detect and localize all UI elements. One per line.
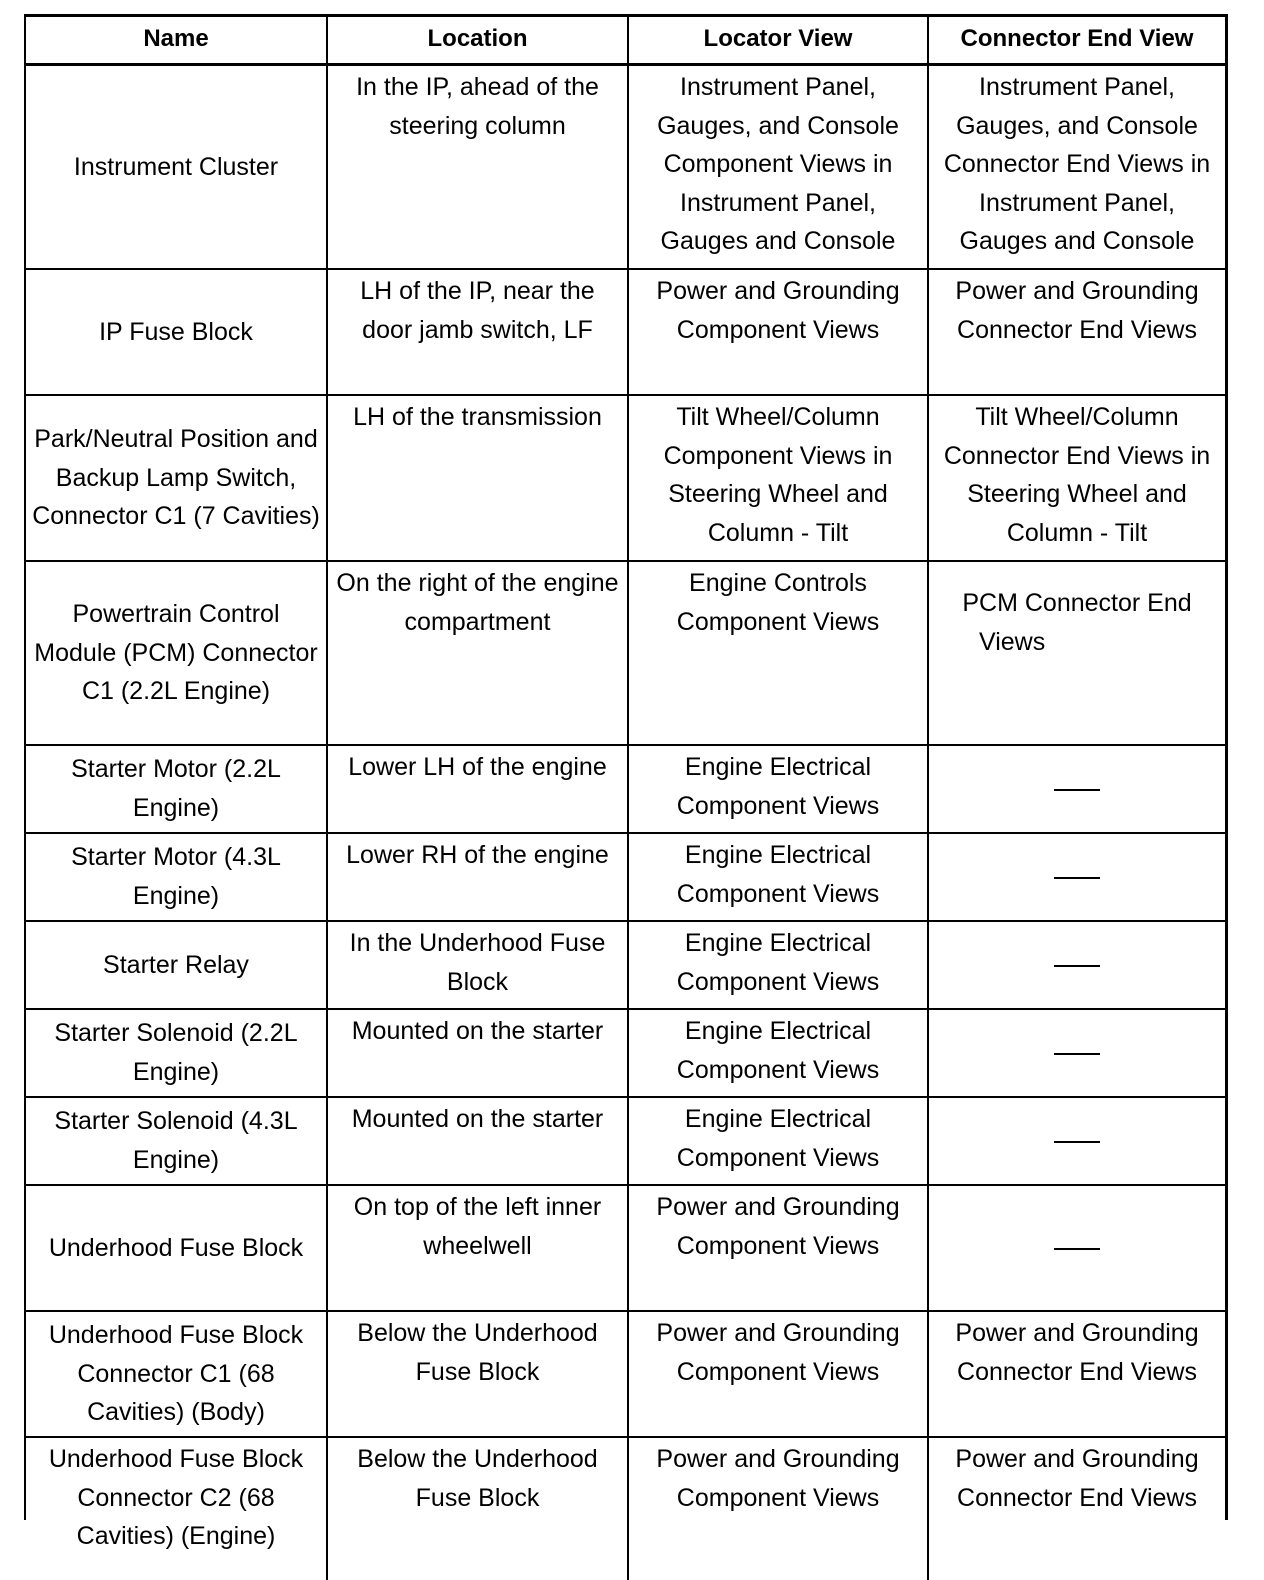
cell-locator-view: Engine Electrical Component Views xyxy=(628,833,928,921)
cell-name: Starter Motor (2.2L Engine) xyxy=(26,745,327,833)
cell-name: Underhood Fuse Block Connector C2 (68 Cavities) (Engine) xyxy=(26,1437,327,1580)
cell-name: Starter Solenoid (2.2L Engine) xyxy=(26,1009,327,1097)
cell-locator-view: Engine Electrical Component Views xyxy=(628,1097,928,1185)
cell-location: LH of the IP, near the door jamb switch, LF xyxy=(327,269,628,395)
cell-locator-view: Power and Grounding Component Views xyxy=(628,269,928,395)
table-row xyxy=(26,1311,1225,1437)
empty-dash xyxy=(1054,1248,1100,1250)
cell-locator-view: Power and Grounding Component Views xyxy=(628,1437,928,1580)
cell-locator-view: Engine Electrical Component Views xyxy=(628,1009,928,1097)
cell-location: Lower RH of the engine xyxy=(327,833,628,921)
cell-location: Lower LH of the engine xyxy=(327,745,628,833)
cell-connector-end-view xyxy=(928,1009,1225,1097)
table-row xyxy=(26,561,1225,745)
component-locator-table xyxy=(26,17,1225,1580)
cell-location: In the IP, ahead of the steering column xyxy=(327,65,628,270)
table-header xyxy=(26,17,1225,65)
empty-dash xyxy=(1054,789,1100,791)
cell-locator-view: Power and Grounding Component Views xyxy=(628,1311,928,1437)
cell-connector-end-view xyxy=(928,833,1225,921)
cell-name: Starter Relay xyxy=(26,921,327,1009)
cell-locator-view: Tilt Wheel/Column Component Views in Steering Wheel and Column - Tilt xyxy=(628,395,928,561)
table-row xyxy=(26,833,1225,921)
cell-location: LH of the transmission xyxy=(327,395,628,561)
cell-locator-view: Instrument Panel, Gauges, and Console Component Views in Instrument Panel, Gauges and Console xyxy=(628,65,928,270)
cell-connector-end-view: Instrument Panel, Gauges, and Console Connector End Views in Instrument Panel, Gauges and Console xyxy=(928,65,1225,270)
cell-name: Starter Motor (4.3L Engine) xyxy=(26,833,327,921)
table-row xyxy=(26,1437,1225,1580)
cell-connector-end-view xyxy=(928,921,1225,1009)
cell-name: Underhood Fuse Block xyxy=(26,1185,327,1311)
table-row xyxy=(26,921,1225,1009)
empty-dash xyxy=(1054,1141,1100,1143)
cell-name: IP Fuse Block xyxy=(26,269,327,395)
cell-connector-end-view xyxy=(928,1185,1225,1311)
connector-end-view-line-1: PCM Connector End xyxy=(935,584,1219,623)
cell-name: Underhood Fuse Block Connector C1 (68 Cavities) (Body) xyxy=(26,1311,327,1437)
cell-locator-view: Engine Controls Component Views xyxy=(628,561,928,745)
cell-connector-end-view xyxy=(928,745,1225,833)
cell-locator-view: Engine Electrical Component Views xyxy=(628,745,928,833)
cell-locator-view: Engine Electrical Component Views xyxy=(628,921,928,1009)
table-row xyxy=(26,1185,1225,1311)
cell-name: Park/Neutral Position and Backup Lamp Switch, Connector C1 (7 Cavities) xyxy=(26,395,327,561)
cell-locator-view: Power and Grounding Component Views xyxy=(628,1185,928,1311)
cell-location: On the right of the engine compartment xyxy=(327,561,628,745)
header-row xyxy=(26,17,1225,65)
component-locator-table-frame xyxy=(24,14,1228,1520)
table-body xyxy=(26,65,1225,1580)
header-connector-end-view: Connector End View xyxy=(928,17,1225,65)
cell-connector-end-view: Power and Grounding Connector End Views xyxy=(928,269,1225,395)
header-name: Name xyxy=(26,17,327,65)
connector-end-view-line-2: Views xyxy=(935,623,1219,662)
cell-connector-end-view: Power and Grounding Connector End Views xyxy=(928,1437,1225,1580)
cell-connector-end-view xyxy=(928,561,1225,745)
empty-dash xyxy=(1054,877,1100,879)
empty-dash xyxy=(1054,965,1100,967)
table-row xyxy=(26,395,1225,561)
cell-connector-end-view: Tilt Wheel/Column Connector End Views in Steering Wheel and Column - Tilt xyxy=(928,395,1225,561)
cell-location: Below the Underhood Fuse Block xyxy=(327,1437,628,1580)
table-row xyxy=(26,269,1225,395)
cell-name: Powertrain Control Module (PCM) Connector C1 (2.2L Engine) xyxy=(26,561,327,745)
cell-connector-end-view: Power and Grounding Connector End Views xyxy=(928,1311,1225,1437)
cell-location: Mounted on the starter xyxy=(327,1009,628,1097)
cell-name: Instrument Cluster xyxy=(26,65,327,270)
cell-location: Mounted on the starter xyxy=(327,1097,628,1185)
cell-connector-end-view xyxy=(928,1097,1225,1185)
header-location: Location xyxy=(327,17,628,65)
cell-name: Starter Solenoid (4.3L Engine) xyxy=(26,1097,327,1185)
table-row xyxy=(26,65,1225,270)
table-row xyxy=(26,745,1225,833)
header-locator-view: Locator View xyxy=(628,17,928,65)
table-row xyxy=(26,1097,1225,1185)
empty-dash xyxy=(1054,1053,1100,1055)
cell-location: In the Underhood Fuse Block xyxy=(327,921,628,1009)
cell-location: Below the Underhood Fuse Block xyxy=(327,1311,628,1437)
cell-location: On top of the left inner wheelwell xyxy=(327,1185,628,1311)
table-row xyxy=(26,1009,1225,1097)
